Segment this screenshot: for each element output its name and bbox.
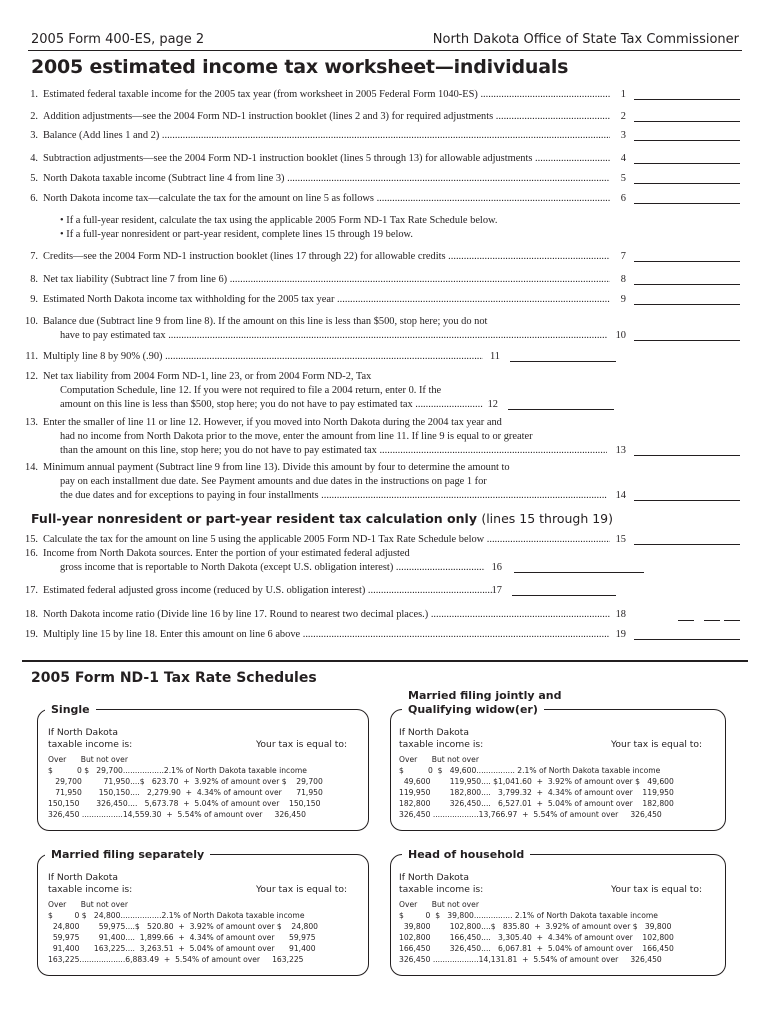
line-6 (0, 192, 770, 206)
bullet-nonresident: • If a full-year nonresident or part-year resident, complete lines 15 through 19 below. (60, 229, 413, 240)
line-7-input[interactable] (634, 250, 740, 262)
line-10-a (0, 315, 770, 329)
line-18 (0, 608, 770, 622)
line-10-b (0, 329, 770, 343)
line-text: Multiply line 15 by line 18. Enter this amount on line 6 above ..... (43, 628, 610, 642)
table-row: 71,950 150,150.... 2,279.90 + 4.34% of amount over 71,950 (48, 788, 323, 797)
line-number: 1. (30, 89, 38, 100)
line-ref: 18 (615, 609, 626, 620)
line-text: Computation Schedule, line 12. If you were not required to file a 2004 return, enter 0. If the (60, 385, 442, 396)
line-14-a (0, 461, 770, 475)
schedule-married-joint-label1: Married filing jointly and (402, 689, 567, 703)
line-13-a (0, 416, 770, 430)
table-row: 29,700 71,950....$ 623.70 + 3.92% of amount over $ 29,700 (48, 777, 323, 786)
line-8-input[interactable] (634, 273, 740, 285)
line-19-input[interactable] (634, 628, 740, 640)
header-form-id: 2005 Form 400-ES, page 2 (31, 32, 205, 47)
line-ref: 6 (620, 193, 626, 204)
line-ref: 1 (620, 89, 626, 100)
line-5 (0, 172, 770, 186)
nonresident-heading (31, 511, 613, 526)
line-number: 13. (25, 417, 38, 428)
line-5-input[interactable] (634, 172, 740, 184)
column-header: Over But not over (48, 900, 128, 909)
table-row: 102,800 166,450.... 3,305.40 + 4.34% of amount over 102,800 (399, 933, 674, 942)
line-text: Estimated North Dakota income tax withholding for the 2005 tax year ..... (43, 293, 610, 307)
line-1 (0, 88, 770, 102)
line-7 (0, 250, 770, 264)
line-9 (0, 293, 770, 307)
line-19 (0, 628, 770, 642)
line-13-b (0, 430, 770, 444)
column-header: Over But not over (399, 755, 479, 764)
line-ref: 7 (620, 251, 626, 262)
table-row: 24,800 59,975....$ 520.80 + 3.92% of amount over $ 24,800 (48, 922, 318, 931)
if-nd-label: If North Dakota (48, 872, 119, 883)
if-nd-label: If North Dakota (399, 872, 470, 883)
line-2-input[interactable] (634, 110, 740, 122)
line-3-input[interactable] (634, 129, 740, 141)
line-ref: 5 (620, 173, 626, 184)
line-ref: 3 (620, 130, 626, 141)
line-number: 14. (25, 462, 38, 473)
table-row: 150,150 326,450.... 5,673.78 + 5.04% of amount over 150,150 (48, 799, 321, 808)
line-ref: 8 (620, 274, 626, 285)
line-text: have to pay estimated tax ..... (60, 329, 607, 343)
line-text: Subtraction adjustments—see the 2004 Form ND-1 instruction booklet (lines 5 through 13) for allowable adjustments ..... (43, 152, 610, 166)
your-tax-label: Your tax is equal to: (611, 739, 703, 750)
line-number: 8. (30, 274, 38, 285)
if-nd-label: If North Dakota (48, 727, 119, 738)
line-text: Calculate the tax for the amount on line 5 using the applicable 2005 Form ND-1 Tax Rate Schedule below ..... (43, 533, 610, 547)
line-15-input[interactable] (634, 533, 740, 545)
your-tax-label: Your tax is equal to: (611, 884, 703, 895)
nonresident-heading-note: (lines 15 through 19) (481, 511, 613, 526)
line-14-input[interactable] (634, 489, 740, 501)
line-4-input[interactable] (634, 152, 740, 164)
line-ref: 4 (620, 153, 626, 164)
line-number: 6. (30, 193, 38, 204)
table-row: $ 0 $ 29,700.................2.1% of North Dakota taxable income (48, 766, 307, 775)
line-number: 4. (30, 153, 38, 164)
table-row: $ 0 $ 24,800.................2.1% of North Dakota taxable income (48, 911, 305, 920)
line-17 (0, 584, 770, 598)
line-13-input[interactable] (634, 444, 740, 456)
line-number: 19. (25, 629, 38, 640)
taxable-label: taxable income is: (399, 884, 484, 895)
line-text: pay on each installment due date. See Payment amounts and due dates in the instructions on page 1 for (60, 476, 487, 487)
line-1-input[interactable] (634, 88, 740, 100)
line-13-c (0, 444, 770, 458)
line-12-c (0, 398, 770, 412)
line-text: Credits—see the 2004 Form ND-1 instruction booklet (lines 17 through 22) for allowable credits ..... (43, 250, 610, 264)
line-number: 7. (30, 251, 38, 262)
line-14-b (0, 475, 770, 489)
line-number: 3. (30, 130, 38, 141)
line-ref: 13 (615, 445, 626, 456)
table-row: 59,975 91,400.... 1,899.66 + 4.34% of amount over 59,975 (48, 933, 316, 942)
line-ref: 14 (615, 490, 626, 501)
line-ref: 17 (491, 585, 502, 596)
line-number: 12. (25, 371, 38, 382)
column-header: Over But not over (399, 900, 479, 909)
line-number: 15. (25, 534, 38, 545)
table-row: 326,450 .................14,559.30 + 5.54% of amount over 326,450 (48, 810, 306, 819)
line-ref: 11 (489, 351, 500, 362)
line-ref: 10 (615, 330, 626, 341)
line-17-input[interactable] (512, 584, 616, 596)
line-ref: 12 (487, 399, 498, 410)
line-14-c (0, 489, 770, 503)
line-ref: 19 (615, 629, 626, 640)
line-text: amount on this line is less than $500, stop here; you do not have to pay estimated tax ..... (60, 398, 483, 412)
table-row: 166,450 326,450.... 6,067.81 + 5.04% of amount over 166,450 (399, 944, 674, 953)
line-text: Minimum annual payment (Subtract line 9 from line 13). Divide this amount by four to determine the amount to (43, 462, 510, 473)
your-tax-label: Your tax is equal to: (256, 884, 348, 895)
line-text: Balance (Add lines 1 and 2) ..... (43, 129, 610, 143)
table-row: 326,450 ...................13,766.97 + 5.54% of amount over 326,450 (399, 810, 662, 819)
line-12-b (0, 384, 770, 398)
line-ref: 15 (615, 534, 626, 545)
line-10-input[interactable] (634, 329, 740, 341)
header-agency: North Dakota Office of State Tax Commissioner (432, 32, 739, 47)
line-9-input[interactable] (634, 293, 740, 305)
ratio-input[interactable] (678, 610, 740, 622)
table-row: 326,450 ...................14,131.81 + 5.54% of amount over 326,450 (399, 955, 662, 964)
line-text: Estimated federal taxable income for the 2005 tax year (from worksheet in 2005 Federal Form 1040-ES) ..... (43, 88, 610, 102)
table-row: $ 0 $ 49,600................ 2.1% of North Dakota taxable income (399, 766, 661, 775)
your-tax-label: Your tax is equal to: (256, 739, 348, 750)
line-text: North Dakota income tax—calculate the tax for the amount on line 5 as follows ..... (43, 192, 610, 206)
taxable-label: taxable income is: (48, 884, 133, 895)
line-number: 2. (30, 111, 38, 122)
line-number: 16. (25, 548, 38, 559)
line-text: than the amount on this line, stop here; you do not have to pay estimated tax ..... (60, 444, 607, 458)
line-11 (0, 350, 770, 364)
schedule-married-joint-label2: Qualifying widow(er) (402, 703, 544, 717)
table-row: $ 0 $ 39,800................ 2.1% of North Dakota taxable income (399, 911, 658, 920)
line-2 (0, 110, 770, 124)
line-number: 9. (30, 294, 38, 305)
line-text: Estimated federal adjusted gross income (reduced by U.S. obligation interest) ..... (43, 584, 492, 598)
taxable-label: taxable income is: (48, 739, 133, 750)
line-8 (0, 273, 770, 287)
nonresident-heading-text: Full-year nonresident or part-year resident tax calculation only (31, 511, 477, 526)
line-text: Multiply line 8 by 90% (.90) ..... (43, 350, 483, 364)
if-nd-label: If North Dakota (399, 727, 470, 738)
table-row: 49,600 119,950.... $1,041.60 + 3.92% of amount over $ 49,600 (399, 777, 674, 786)
line-number: 10. (25, 316, 38, 327)
line-text: the due dates and for exceptions to paying in four installments ..... (60, 489, 607, 503)
line-16-input[interactable] (514, 561, 644, 573)
schedules-title: 2005 Form ND-1 Tax Rate Schedules (31, 670, 317, 686)
line-text: Addition adjustments—see the 2004 Form ND-1 instruction booklet (lines 2 and 3) for required adjustments ..... (43, 110, 610, 124)
line-text: North Dakota taxable income (Subtract line 4 from line 3) ..... (43, 172, 610, 186)
line-number: 11. (25, 351, 38, 362)
line-text: Net tax liability (Subtract line 7 from line 6) ..... (43, 273, 610, 287)
line-number: 18. (25, 609, 38, 620)
line-ref: 2 (620, 111, 626, 122)
schedule-head-of-household-label: Head of household (402, 848, 530, 862)
header-rule (28, 50, 742, 51)
line-16-a (0, 547, 770, 561)
line-text: had no income from North Dakota prior to the move, enter the amount from line 11. If line 9 is equal to or greater (60, 431, 533, 442)
line-15 (0, 533, 770, 547)
table-row: 119,950 182,800.... 3,799.32 + 4.34% of amount over 119,950 (399, 788, 674, 797)
schedule-married-separate-label: Married filing separately (45, 848, 210, 862)
line-text: gross income that is reportable to North Dakota (except U.S. obligation interest) ..... (60, 561, 485, 575)
line-text: Balance due (Subtract line 9 from line 8). If the amount on this line is less than $500, stop here; you do not (43, 316, 488, 327)
line-16-b (0, 561, 770, 575)
taxable-label: taxable income is: (399, 739, 484, 750)
line-text: Enter the smaller of line 11 or line 12. However, if you moved into North Dakota during the 2004 tax year and (43, 417, 502, 428)
page-title: 2005 estimated income tax worksheet—individuals (31, 56, 569, 78)
line-text: North Dakota income ratio (Divide line 16 by line 17. Round to nearest two decimal places.) ..... (43, 608, 610, 622)
table-row: 163,225...................6,883.49 + 5.54% of amount over 163,225 (48, 955, 304, 964)
table-row: 182,800 326,450.... 6,527.01 + 5.04% of amount over 182,800 (399, 799, 674, 808)
section-divider (22, 660, 748, 662)
table-row: 39,800 102,800....$ 835.80 + 3.92% of amount over $ 39,800 (399, 922, 672, 931)
line-12-a (0, 370, 770, 384)
line-ref: 9 (620, 294, 626, 305)
table-row: 91,400 163,225.... 3,263.51 + 5.04% of amount over 91,400 (48, 944, 316, 953)
line-ref: 16 (491, 562, 502, 573)
bullet-full-year: • If a full-year resident, calculate the tax using the applicable 2005 Form ND-1 Tax Rate Schedule below. (60, 215, 498, 226)
line-11-input[interactable] (510, 350, 616, 362)
line-4 (0, 152, 770, 166)
line-number: 5. (30, 173, 38, 184)
line-6-input[interactable] (634, 192, 740, 204)
column-header: Over But not over (48, 755, 128, 764)
line-text: Income from North Dakota sources. Enter the portion of your estimated federal adjusted (43, 548, 410, 559)
schedule-single-label: Single (45, 703, 96, 717)
line-12-input[interactable] (508, 398, 614, 410)
line-number: 17. (25, 585, 38, 596)
line-3 (0, 129, 770, 143)
line-text: Net tax liability from 2004 Form ND-1, line 23, or from 2004 Form ND-2, Tax (43, 371, 372, 382)
